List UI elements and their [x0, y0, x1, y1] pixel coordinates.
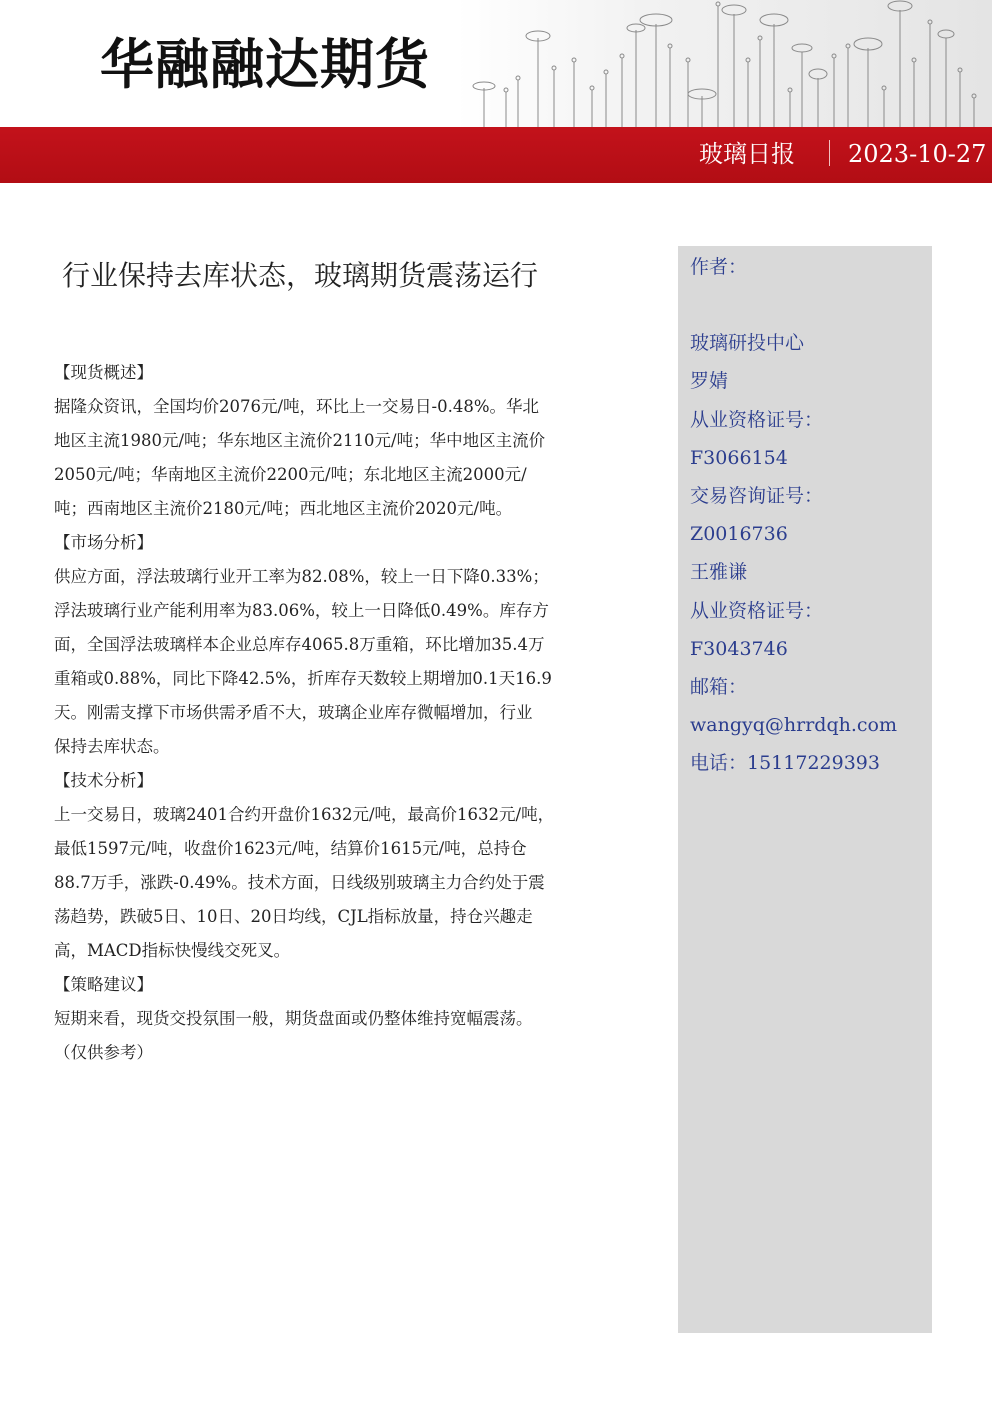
email-label: 邮箱： — [690, 676, 748, 699]
author-info — [690, 248, 930, 783]
advisory-number: Z0016736 — [690, 523, 788, 546]
email-address[interactable]: wangyq@hrrdqh.com — [690, 714, 897, 737]
body-line: 重箱或0.88%，同比下降42.5%，折库存天数较上期增加0.1天16.9 — [54, 669, 552, 688]
body-line: （仅供参考） — [54, 1043, 153, 1062]
body-line: 据隆众资讯，全国均价2076元/吨，环比上一交易日-0.48%。华北 — [54, 397, 540, 416]
report-body — [54, 356, 602, 1070]
body-line: 短期来看，现货交投氛围一般，期货盘面或仍整体维持宽幅震荡。 — [54, 1009, 533, 1028]
body-line: 浮法玻璃行业产能利用率为83.06%，较上一日降低0.49%。库存方 — [54, 601, 549, 620]
body-line: 供应方面，浮法玻璃行业开工率为82.08%，较上一日下降0.33%； — [54, 567, 549, 586]
body-line: 88.7万手，涨跌-0.49%。技术方面，日线级别玻璃主力合约处于震 — [54, 873, 545, 892]
body-line: 2050元/吨；华南地区主流价2200元/吨；东北地区主流2000元/ — [54, 465, 527, 484]
body-line: 荡趋势，跌破5日、10日、20日均线，CJL指标放量，持仓兴趣走 — [54, 907, 533, 926]
header-decoration — [456, 0, 992, 128]
section-heading-strategy: 【策略建议】 — [54, 975, 153, 994]
team-name: 玻璃研投中心 — [690, 332, 805, 355]
analyst-name: 王雅谦 — [690, 561, 748, 584]
body-line: 保持去库状态。 — [54, 737, 170, 756]
company-logo: 华融融达期货 — [100, 33, 430, 96]
analyst-name: 罗婧 — [690, 370, 729, 393]
report-title: 行业保持去库状态，玻璃期货震荡运行 — [62, 259, 539, 292]
section-heading-market: 【市场分析】 — [54, 533, 153, 552]
body-line: 地区主流1980元/吨；华东地区主流价2110元/吨；华中地区主流价 — [54, 431, 546, 450]
license-number: F3043746 — [690, 637, 788, 660]
section-heading-spot: 【现货概述】 — [54, 363, 153, 382]
header-separator — [829, 140, 830, 166]
report-type: 玻璃日报 — [699, 140, 795, 168]
license-label: 从业资格证号： — [690, 599, 824, 622]
body-line: 面，全国浮法玻璃样本企业总库存4065.8万重箱，环比增加35.4万 — [54, 635, 545, 654]
license-label: 从业资格证号： — [690, 408, 824, 431]
license-number: F3066154 — [690, 446, 788, 469]
header-band — [0, 127, 992, 183]
body-line: 吨；西南地区主流价2180元/吨；西北地区主流价2020元/吨。 — [54, 499, 513, 518]
author-label: 作者： — [690, 256, 748, 278]
phone-number: 电话：15117229393 — [690, 752, 880, 775]
advisory-label: 交易咨询证号： — [690, 485, 824, 508]
report-date: 2023-10-27 — [848, 140, 987, 168]
body-line: 上一交易日，玻璃2401合约开盘价1632元/吨，最高价1632元/吨， — [54, 805, 555, 824]
section-heading-technical: 【技术分析】 — [54, 771, 153, 790]
body-line: 最低1597元/吨，收盘价1623元/吨，结算价1615元/吨，总持仓 — [54, 839, 527, 858]
spacer — [690, 286, 930, 324]
body-line: 天。刚需支撑下市场供需矛盾不大，玻璃企业库存微幅增加，行业 — [54, 703, 533, 722]
body-line: 高，MACD指标快慢线交死叉。 — [54, 941, 291, 960]
